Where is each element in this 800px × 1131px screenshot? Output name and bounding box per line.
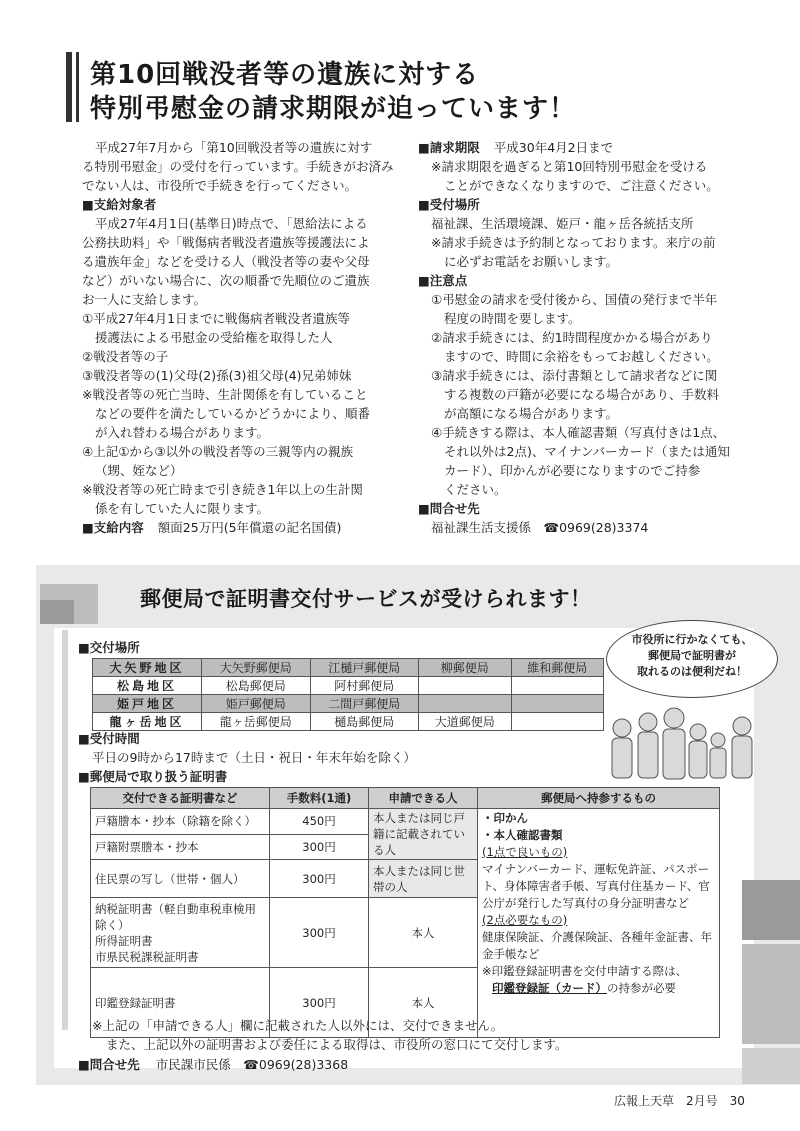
col-cert: 交付できる証明書など (91, 788, 270, 809)
cert-2: 戸籍附票謄本・抄本 (91, 834, 270, 860)
post-office: 姫戸郵便局 (202, 695, 311, 713)
bring-seal-tail: の持参が必要 (607, 981, 676, 995)
intro-1: 平成27年7月から「第10回戦没者等の遺族に対す (95, 140, 373, 155)
headline-line-1: 第10回戦没者等の遺族に対する (90, 60, 480, 90)
contact-heading: ■問合せ先 (418, 501, 480, 516)
col-bring: 郵便局へ持参するもの (478, 788, 720, 809)
decor-block-right (742, 880, 800, 940)
list-3: ③戦没者等の(1)父母(2)孫(3)祖父母(4)兄弟姉妹 (82, 368, 352, 383)
post-office: 維和郵便局 (511, 659, 603, 677)
bring-cell (478, 809, 720, 1038)
caution-2a: ②請求手続きには、約1時間程度かかる場合があり (431, 330, 713, 345)
headline-line-2: 特別弔慰金の請求期限が迫っています！ (90, 94, 577, 124)
area-row (93, 713, 604, 731)
bring-two-text: 健康保険証、介護保険証、各種年金証書、年金手帳など (482, 930, 712, 961)
area-name: 大矢野地区 (93, 659, 202, 677)
note-1a: ※戦没者等の死亡当時、生計関係を有していること (82, 387, 368, 402)
decor-block-right-2 (742, 944, 800, 1044)
caution-4d: ください。 (444, 482, 507, 497)
right-column (418, 138, 738, 537)
headline-bar-thin (76, 52, 79, 122)
deadline-note-2: ことができなくなりますので、ご注意ください。 (444, 178, 719, 193)
post-office: 二間戸郵便局 (310, 695, 419, 713)
bring-two-label: (2点必要なもの) (482, 913, 568, 927)
content-heading: ■支給内容 (82, 520, 144, 535)
post-office: 柳郵便局 (419, 659, 511, 677)
caution-1b: 程度の時間を要します。 (444, 311, 581, 326)
area-row (93, 677, 604, 695)
cert-5: 印鑑登録証明書 (91, 968, 270, 1038)
col-applicant: 申請できる人 (369, 788, 478, 809)
post-office (511, 713, 603, 731)
cert-4: 納税証明書（軽自動車税車検用除く） 所得証明書 市県民税課税証明書 (91, 898, 270, 968)
decor-block-right-3 (742, 1048, 800, 1084)
area-name: 姫戸地区 (93, 695, 202, 713)
caution-3a: ③請求手続きには、添付書類として請求者などに関 (431, 368, 718, 383)
certs-heading: ■郵便局で取り扱う証明書 (78, 769, 228, 784)
area-name: 龍ヶ岳地区 (93, 713, 202, 731)
post-office: 龍ヶ岳郵便局 (202, 713, 311, 731)
area-table (92, 658, 604, 731)
intro-2: る特別弔慰金」の受付を行っています。手続きがお済み (82, 159, 394, 174)
eligible-heading: ■支給対象者 (82, 197, 157, 212)
cert-table (90, 787, 720, 1038)
people-illustration (600, 700, 760, 786)
bubble-line-1: 市役所に行かなくても、 (631, 633, 753, 646)
applicant-2: 本人または同じ世帯の人 (369, 860, 478, 898)
caution-1a: ①弔慰金の請求を受付後から、国債の発行まで半年 (431, 292, 718, 307)
headline-bar (66, 52, 72, 122)
fee-2: 300円 (270, 834, 369, 860)
note-2a: ※戦没者等の死亡時まで引き続き1年以上の生計関 (82, 482, 363, 497)
caution-4b: それ以外は2点)、マイナンバーカード（または通知 (444, 444, 730, 459)
fee-5: 300円 (270, 968, 369, 1038)
footer-publication: 広報上天草 2月号 30 (614, 1094, 745, 1108)
fee-1: 450円 (270, 809, 369, 835)
place-text: 福祉課、生活環境課、姫戸・龍ヶ岳各統括支所 (431, 216, 694, 231)
bring-one-label: (1点で良いもの) (482, 845, 568, 859)
caution-3c: が高額になる場合があります。 (444, 406, 619, 421)
post-office: 大道郵便局 (419, 713, 511, 731)
list-4b: （甥、姪など） (95, 463, 183, 478)
caution-heading: ■注意点 (418, 273, 468, 288)
eligible-text-2: 公務扶助料」や「戦傷病者戦没者遺族等援護法によ (82, 235, 370, 250)
hours-text: 平日の9時から17時まで（土日・祝日・年末年始を除く） (92, 750, 416, 765)
deadline-note-1: ※請求期限を過ぎると第10回特別弔慰金を受ける (431, 159, 708, 174)
note-2b: 係を有していた人に限ります。 (95, 501, 270, 516)
bring-seal-note: ※印鑑登録証明書を交付申請する際は、 (482, 964, 688, 978)
area-name: 松島地区 (93, 677, 202, 695)
col-fee: 手数料(1通) (270, 788, 369, 809)
content-text: 額面25万円(5年償還の記名国債) (157, 520, 342, 535)
place-heading: ■受付場所 (418, 197, 480, 212)
place-note-2: に必ずお電話をお願いします。 (444, 254, 619, 269)
note-1b: などの要件を満たしているかどうかにより、順番 (95, 406, 371, 421)
applicant-3: 本人 (369, 898, 478, 968)
post-office: 樋島郵便局 (310, 713, 419, 731)
intro-3: でない人は、市役所で手続きを行ってください。 (82, 178, 358, 193)
eligible-text-4: など）がいない場合に、次の順番で先順位のご遺族 (82, 273, 370, 288)
caution-2b: ますので、時間に余裕をもってお越しください。 (444, 349, 719, 364)
list-1a: ①平成27年4月1日までに戦傷病者戦没者遺族等 (82, 311, 351, 326)
deadline-heading: ■請求期限 (418, 140, 480, 155)
fee-4: 300円 (270, 898, 369, 968)
post-office: 阿村郵便局 (310, 677, 419, 695)
area-row (93, 695, 604, 713)
post-office (511, 695, 603, 713)
post-contact-text: 市民課市民係 ☎0969(28)3368 (155, 1057, 349, 1072)
fee-3: 300円 (270, 860, 369, 898)
caution-4a: ④手続きする際は、本人確認書類（写真付きは1点、 (431, 425, 726, 440)
cert-1: 戸籍謄本・抄本（除籍を除く） (91, 809, 270, 835)
post-office: 大矢野郵便局 (202, 659, 311, 677)
bring-seal-bold: 印鑑登録証（カード） (492, 981, 607, 995)
contact-text: 福祉課生活支援係 ☎0969(28)3374 (431, 520, 649, 535)
eligible-text-3: る遺族年金」などを受ける人（戦没者等の妻や父母 (82, 254, 370, 269)
post-contact-heading: ■問合せ先 (78, 1057, 140, 1072)
note-1c: が入れ替わる場合があります。 (95, 425, 270, 440)
area-row (93, 659, 604, 677)
post-note-a: ※上記の「申請できる人」欄に記載された人以外には、交付できません。 (92, 1018, 504, 1033)
decor-block-dark (40, 600, 74, 624)
left-column (82, 138, 402, 537)
speech-bubble (606, 620, 778, 698)
deadline-text: 平成30年4月2日まで (493, 140, 614, 155)
list-1b: 援護法による弔慰金の受給権を取得した人 (95, 330, 333, 345)
hours-heading: ■受付時間 (78, 731, 140, 746)
cert-3: 住民票の写し（世帯・個人） (91, 860, 270, 898)
eligible-text-5: お一人に支給します。 (82, 292, 207, 307)
bubble-line-3: 取れるのは便利だね！ (637, 665, 747, 678)
post-office: 松島郵便局 (202, 677, 311, 695)
post-office: 江樋戸郵便局 (310, 659, 419, 677)
bubble-line-2: 郵便局で証明書が (648, 649, 736, 662)
list-4a: ④上記①から③以外の戦没者等の三親等内の親族 (82, 444, 354, 459)
place-note-1: ※請求手続きは予約制となっております。来庁の前 (431, 235, 716, 250)
list-2: ②戦没者等の子 (82, 349, 169, 364)
caution-4c: カード）、印かんが必要になりますのでご持参 (444, 463, 701, 478)
post-office (419, 695, 511, 713)
place-list-heading: ■交付場所 (78, 640, 140, 655)
post-section-title: 郵便局で証明書交付サービスが受けられます！ (140, 587, 592, 611)
bring-item-2: ・本人確認書類 (482, 828, 563, 842)
post-office (511, 677, 603, 695)
post-office (419, 677, 511, 695)
bring-one-text: マイナンバーカード、運転免許証、パスポート、身体障害者手帳、写真付住基カード、官公庁が発行した写真付の身分証明書など (482, 862, 710, 910)
eligible-text-1: 平成27年4月1日(基準日)時点で、「恩給法による (95, 216, 368, 231)
applicant-1: 本人または同じ戸籍に記載されている人 (369, 809, 478, 860)
post-note-b: また、上記以外の証明書および委任による取得は、市役所の窓口にて交付します。 (106, 1037, 568, 1052)
bring-item-1: ・印かん (482, 811, 528, 825)
caution-3b: する複数の戸籍が必要になる場合があり、手数料 (444, 387, 720, 402)
decor-strip (62, 630, 68, 1030)
applicant-4: 本人 (369, 968, 478, 1038)
